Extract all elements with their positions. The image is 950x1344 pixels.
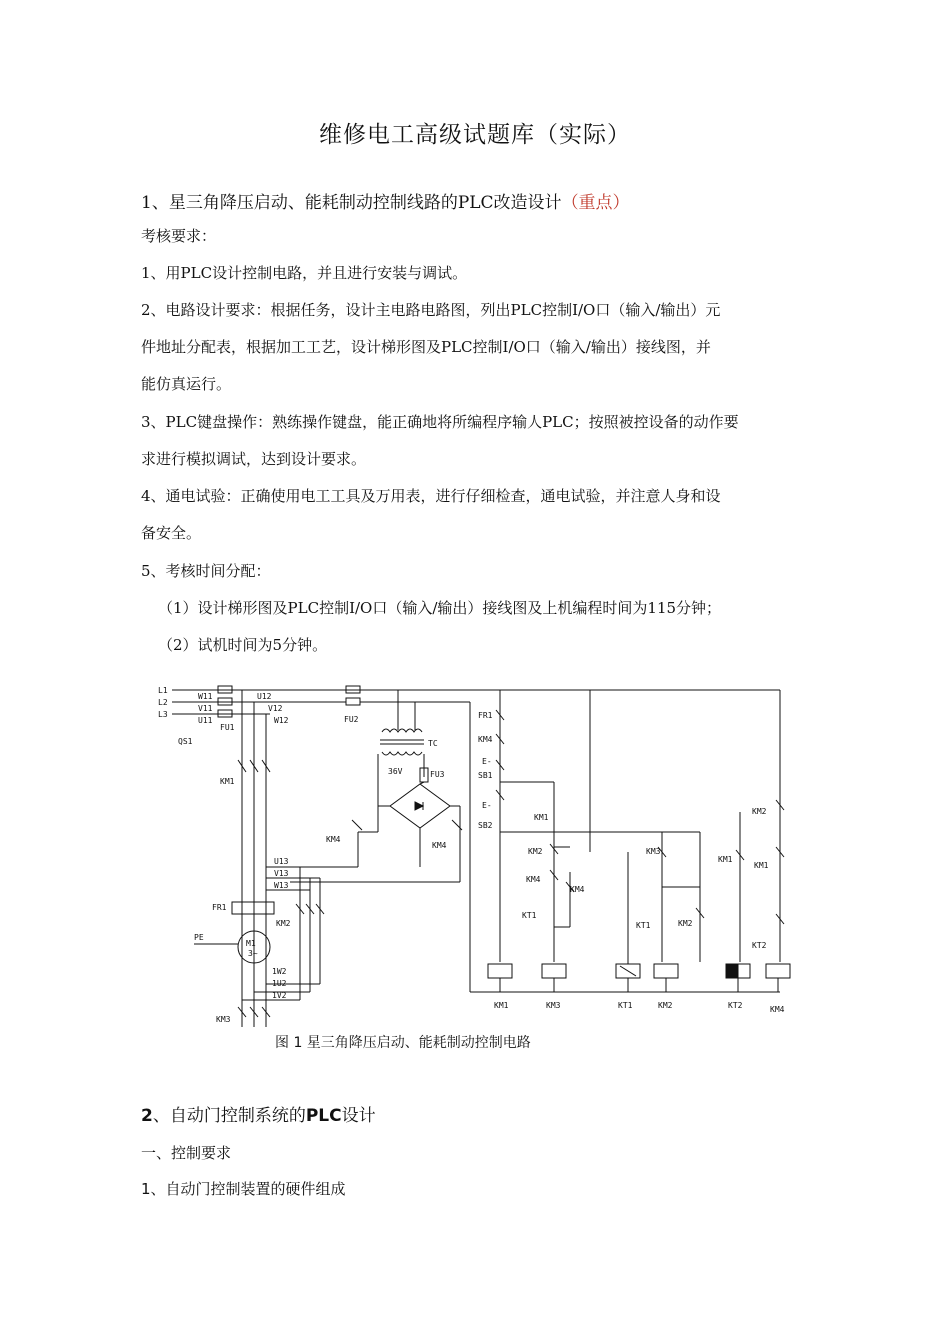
ctrl-label: KM4 xyxy=(570,885,585,894)
requirement-line: 3、PLC键盘操作：熟练操作键盘，能正确地将所编程序输人PLC；按照被控设备的动作要 xyxy=(141,413,739,431)
transformer-primary xyxy=(382,729,422,732)
ctrl-label: SB2 xyxy=(478,821,493,830)
km4-label: KM4 xyxy=(432,841,447,850)
terminal-label: V12 xyxy=(268,704,283,713)
phase-label: L1 xyxy=(158,686,168,695)
ctrl-label: E- xyxy=(482,757,492,766)
ctrl-label: KT2 xyxy=(752,941,767,950)
coil-km3 xyxy=(542,964,566,978)
ctrl-label: KM4 xyxy=(478,735,493,744)
time-allocation-line: （2）试机时间为5分钟。 xyxy=(158,636,328,654)
coil-label: KT2 xyxy=(728,1001,743,1010)
fr1-label: FR1 xyxy=(212,903,227,912)
section-line: 1、自动门控制装置的硬件组成 xyxy=(141,1180,346,1198)
coil-label: KT1 xyxy=(618,1001,633,1010)
fuse-fu2-b xyxy=(346,698,360,705)
coil-label: KM4 xyxy=(770,1005,785,1014)
voltage-label: 36V xyxy=(388,767,403,776)
coil-km1 xyxy=(488,964,512,978)
ctrl-label: KM1 xyxy=(534,813,549,822)
node-label: W13 xyxy=(274,881,289,890)
terminal-label: W12 xyxy=(274,716,289,725)
tc-label: TC xyxy=(428,739,438,748)
phase-label: L3 xyxy=(158,710,168,719)
requirement-line: 4、通电试验：正确使用电工工具及万用表，进行仔细检查，通电试验，并注意人身和设 xyxy=(141,487,721,505)
qs1-label: QS1 xyxy=(178,737,193,746)
coil-km2 xyxy=(654,964,678,978)
requirement-line: 件地址分配表，根据加工工艺，设计梯形图及PLC控制I/O口（输入/输出）接线图，并 xyxy=(141,338,711,356)
figure-caption: 图 1 星三角降压启动、能耗制动控制电路 xyxy=(275,1035,531,1051)
heading-number: 2 xyxy=(141,1106,153,1126)
ctrl-label: KT1 xyxy=(522,911,537,920)
heading-end: 设计 xyxy=(341,1106,376,1126)
km4-contact xyxy=(352,820,362,830)
km2-main-label: KM2 xyxy=(276,919,291,928)
ctrl-label: KM3 xyxy=(646,847,661,856)
thermal-relay-fr1 xyxy=(232,902,274,914)
ctrl-label: KM2 xyxy=(752,807,767,816)
circuit-diagram xyxy=(150,682,800,1027)
ctrl-label: KM2 xyxy=(678,919,693,928)
heading-text: 、自动门控制系统的 xyxy=(152,1106,306,1126)
requirement-line: 2、电路设计要求：根据任务，设计主电路电路图，列出PLC控制I/O口（输入/输出）元 xyxy=(141,301,721,319)
heading-bold: PLC xyxy=(305,1106,342,1126)
terminal-label: U11 xyxy=(198,716,213,725)
requirement-line: 能仿真运行。 xyxy=(141,375,232,393)
coil-label: KM3 xyxy=(546,1001,561,1010)
node-label: U13 xyxy=(274,857,289,866)
node-label: 1U2 xyxy=(272,979,287,988)
km1-main-label: KM1 xyxy=(220,777,235,786)
ctrl-label: KM4 xyxy=(526,875,541,884)
node-label: 1V2 xyxy=(272,991,287,1000)
km4-label: KM4 xyxy=(326,835,341,844)
coil-km4 xyxy=(766,964,790,978)
requirement-line: 备安全。 xyxy=(141,524,202,542)
time-allocation-line: （1）设计梯形图及PLC控制I/O口（输入/输出）接线图及上机编程时间为115分钟； xyxy=(158,599,722,617)
requirement-line: 5、考核时间分配： xyxy=(141,562,271,580)
ctrl-label: FR1 xyxy=(478,711,493,720)
question-1-heading xyxy=(141,188,630,213)
ctrl-label: KM1 xyxy=(754,861,769,870)
motor-label: M1 xyxy=(246,939,256,948)
requirement-line: 求进行模拟调试，达到设计要求。 xyxy=(141,450,367,468)
ctrl-label: E- xyxy=(482,801,492,810)
pe-label: PE xyxy=(194,933,204,942)
key-point-mark: （重点） xyxy=(561,193,630,213)
question-2-heading xyxy=(141,1101,376,1126)
fu2-label: FU2 xyxy=(344,715,359,724)
km3-main-label: KM3 xyxy=(216,1015,231,1024)
terminal-label: U12 xyxy=(257,692,272,701)
fu3-label: FU3 xyxy=(430,770,445,779)
terminal-label: V11 xyxy=(198,704,213,713)
transformer-secondary xyxy=(382,752,422,755)
motor-sub-label: 3~ xyxy=(248,949,258,958)
section-line: 一、控制要求 xyxy=(141,1144,232,1162)
document-title: 维修电工高级试题库（实际） xyxy=(319,122,631,148)
coil-label: KM2 xyxy=(658,1001,673,1010)
fu1-label: FU1 xyxy=(220,723,235,732)
node-label: V13 xyxy=(274,869,289,878)
node-label: 1W2 xyxy=(272,967,287,976)
ctrl-label: KM1 xyxy=(718,855,733,864)
ctrl-label: KT1 xyxy=(636,921,651,930)
requirement-line: 1、用PLC设计控制电路，并且进行安装与调试。 xyxy=(141,264,468,282)
ctrl-label: KM2 xyxy=(528,847,543,856)
phase-label: L2 xyxy=(158,698,168,707)
question-1-heading-text: 1、星三角降压启动、能耗制动控制线路的PLC改造设计 xyxy=(141,193,562,213)
coil-label: KM1 xyxy=(494,1001,509,1010)
terminal-label: W11 xyxy=(198,692,213,701)
requirements-label: 考核要求： xyxy=(141,227,217,245)
ctrl-label: SB1 xyxy=(478,771,493,780)
